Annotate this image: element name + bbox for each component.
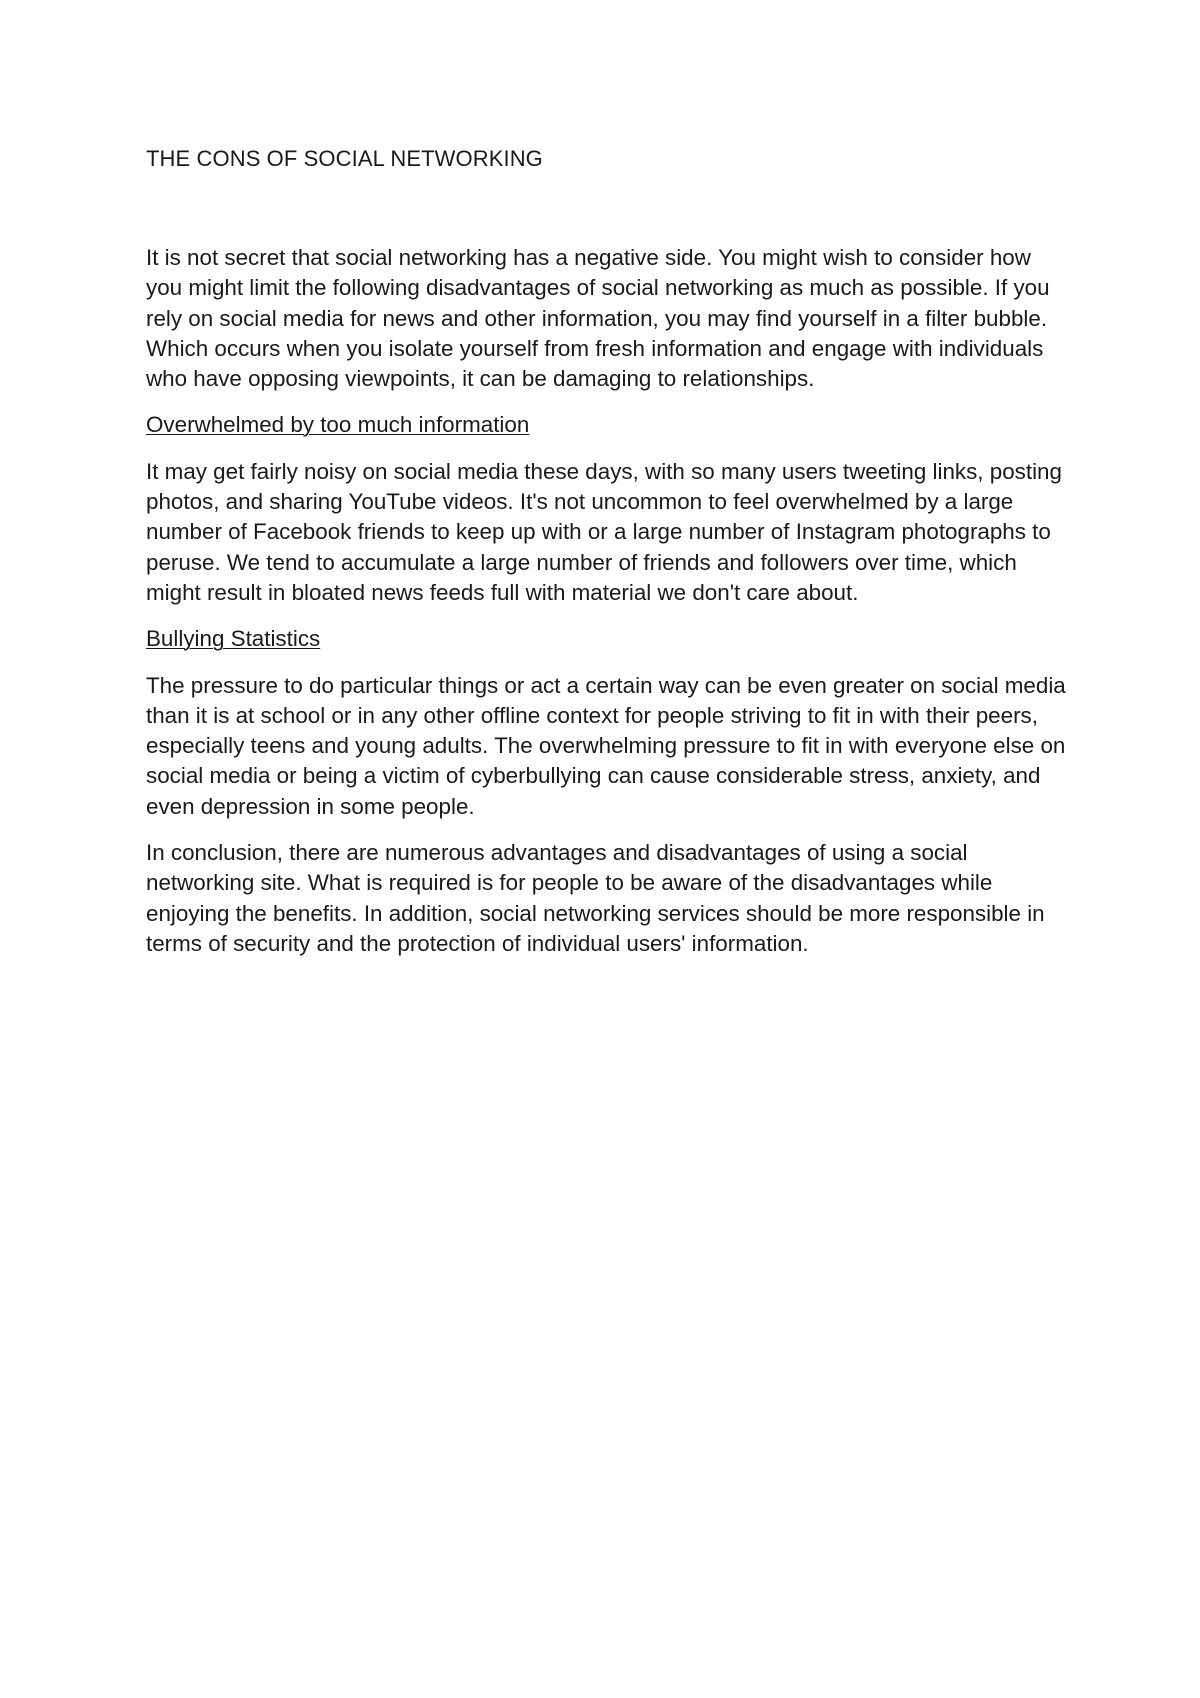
conclusion-paragraph: In conclusion, there are numerous advantages and disadvantages of using a social networking site. What is required is for people to be aware of the disadvantages while enjoying the benefits. In addition, social networking services should be more responsible in terms of security and the protection of individual users' information.	[146, 840, 1045, 956]
section-paragraph-bullying: The pressure to do particular things or act a certain way can be even greater on social media than it is at school or in any other offline context for people striving to fit in with their peers, especially teens and young adults. The overwhelming pressure to fit in with everyone else on social media or being a victim of cyberbullying can cause considerable stress, anxiety, and even depression in some people.	[146, 672, 1066, 819]
section-paragraph-information-overload: It may get fairly noisy on social media these days, with so many users tweeting links, posting photos, and sharing YouTube videos. It's not uncommon to feel overwhelmed by a large number of Facebook friends to keep up with or a large number of Instagram photographs to peruse. We tend to accumulate a large number of friends and followers over time, which might result in bloated news feeds full with material we don't care about.	[146, 458, 1062, 605]
document-body	[146, 145, 1066, 975]
page-title: THE CONS OF SOCIAL NETWORKING	[146, 146, 543, 171]
section-heading-information-overload: Overwhelmed by too much information	[146, 412, 530, 438]
title-spacer	[146, 173, 1066, 243]
intro-paragraph: It is not secret that social networking has a negative side. You might wish to consider how you might limit the following disadvantages of social networking as much as possible. If you rely on social media for news and other information, you may find yourself in a filter bubble. Which occurs when you isolate yourself from fresh information and engage with individuals who have opposing viewpoints, it can be damaging to relationships.	[146, 245, 1050, 392]
section-heading-bullying: Bullying Statistics	[146, 626, 321, 652]
